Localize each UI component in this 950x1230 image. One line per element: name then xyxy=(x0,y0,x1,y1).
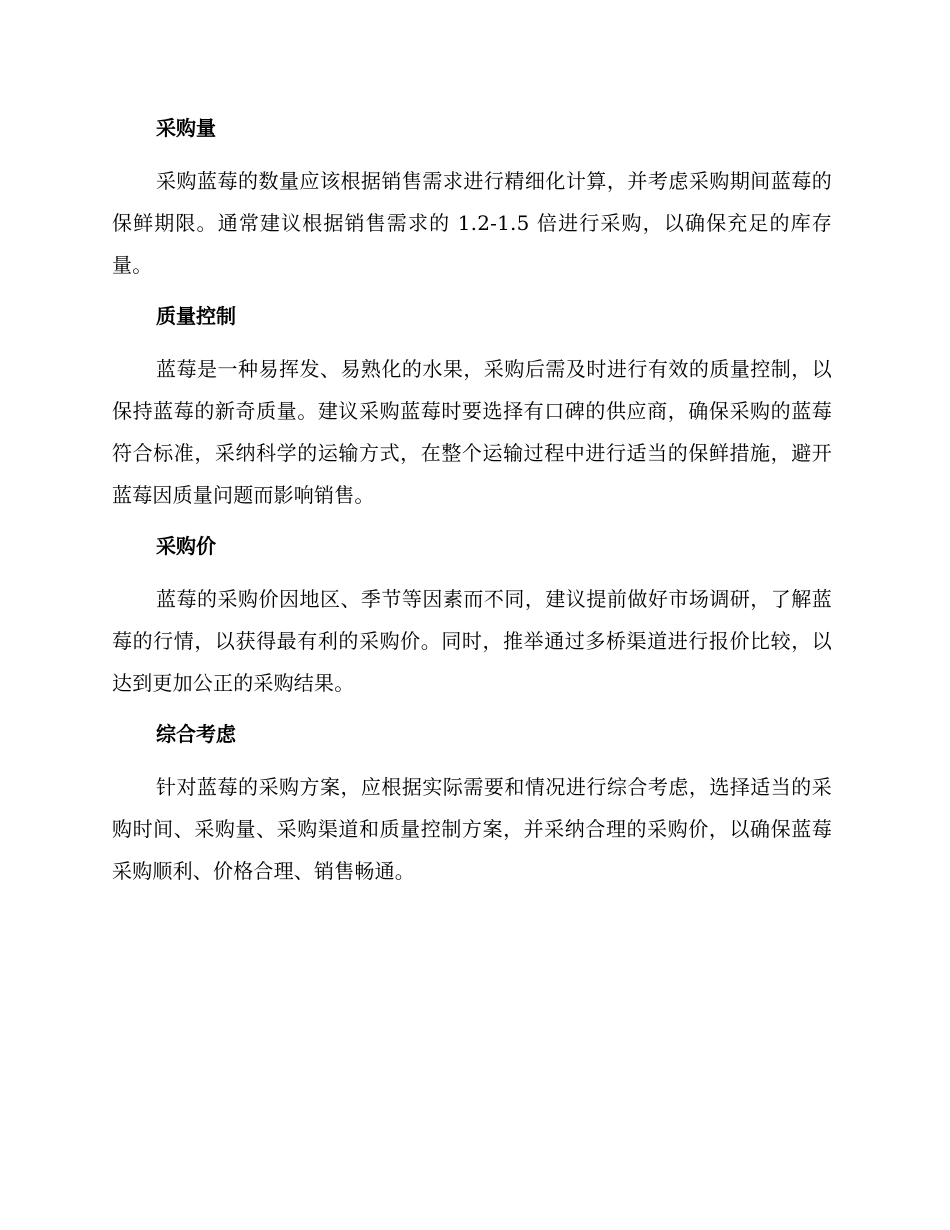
section-overall-consideration xyxy=(112,714,832,892)
section-paragraph: 针对蓝莓的采购方案，应根据实际需要和情况进行综合考虑，选择适当的采购时间、采购量、采购渠道和质量控制方案，并采纳合理的采购价，以确保蓝莓采购顺利、价格合理、销售畅通。 xyxy=(112,775,832,883)
section-purchase-price xyxy=(112,526,832,704)
section-paragraph: 采购蓝莓的数量应该根据销售需求进行精细化计算，并考虑采购期间蓝莓的保鲜期限。通常建议根据销售需求的 1.2-1.5 倍进行采购，以确保充足的库存量。 xyxy=(112,169,832,277)
section-purchase-quantity xyxy=(112,108,832,286)
section-paragraph: 蓝莓是一种易挥发、易熟化的水果，采购后需及时进行有效的质量控制，以保持蓝莓的新奇质量。建议采购蓝莓时要选择有口碑的供应商，确保采购的蓝莓符合标准，采纳科学的运输方式，在整个运输过程中进行适当的保鲜措施，避开蓝莓因质量问题而影响销售。 xyxy=(112,357,832,507)
section-heading: 采购价 xyxy=(156,534,216,558)
section-paragraph: 蓝莓的采购价因地区、季节等因素而不同，建议提前做好市场调研，了解蓝莓的行情，以获得最有利的采购价。同时，推举通过多桥渠道进行报价比较，以达到更加公正的采购结果。 xyxy=(112,587,832,695)
section-heading: 质量控制 xyxy=(156,304,236,328)
document-body xyxy=(112,108,832,892)
section-heading: 采购量 xyxy=(156,116,216,140)
section-quality-control xyxy=(112,296,832,516)
section-heading: 综合考虑 xyxy=(156,722,236,746)
